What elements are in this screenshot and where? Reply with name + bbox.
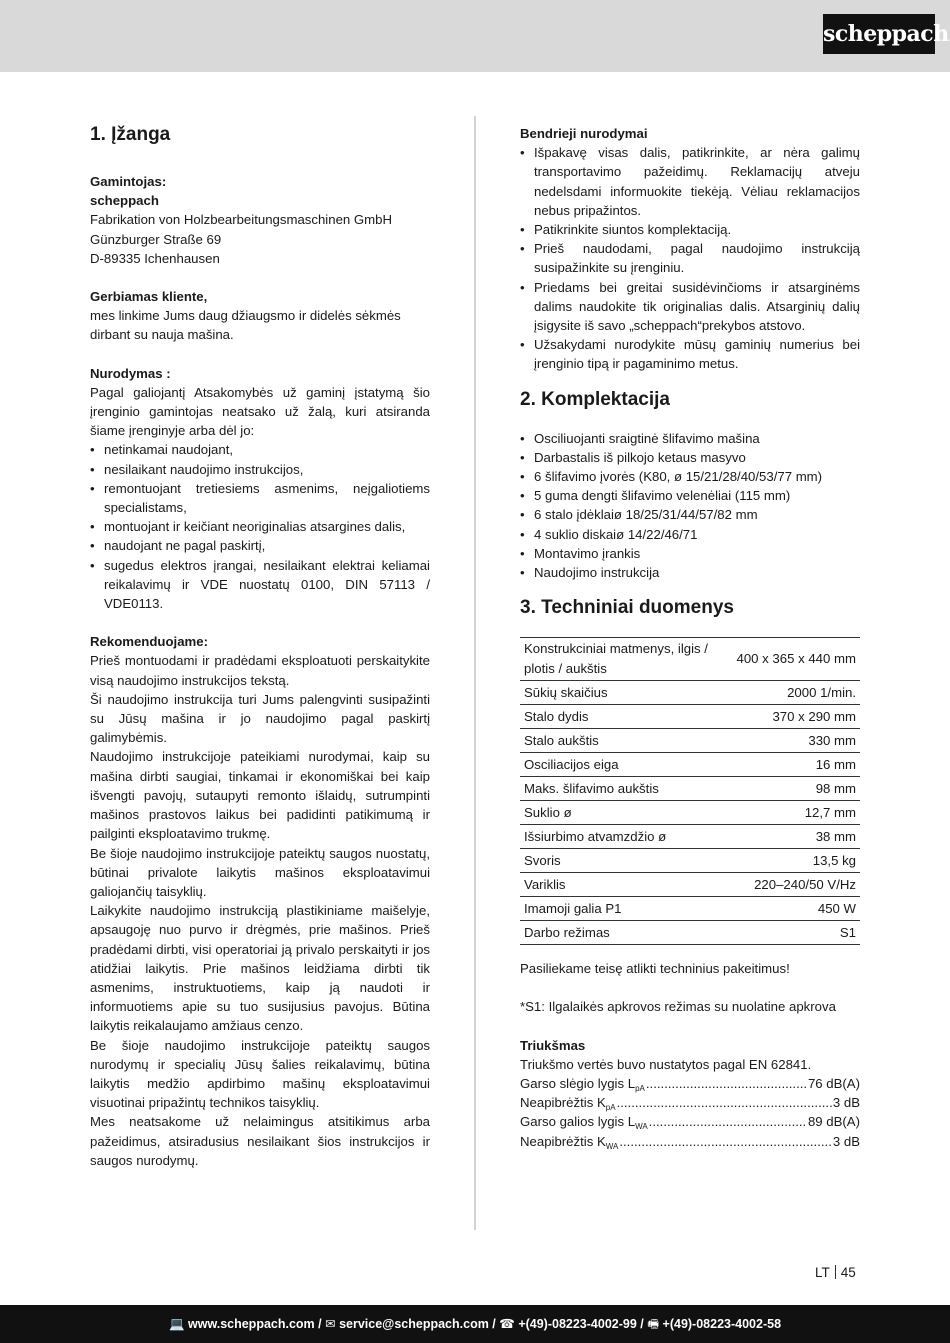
list-item: • 6 stalo įdėklaiø 18/25/31/44/57/82 mm — [520, 505, 860, 524]
spec-label: Išsiurbimo atvamzdžio ø — [520, 825, 733, 849]
notice-list — [90, 440, 430, 613]
noise-row — [520, 1074, 860, 1093]
spec-value: 12,7 mm — [733, 801, 861, 825]
spec-table — [520, 637, 860, 945]
footer-fax: +(49)-08223-4002-58 — [662, 1317, 782, 1331]
greeting-text: mes linkime Jums daug džiaugsmo ir didelės sėkmės dirbant su nauja mašina. — [90, 308, 401, 343]
spec-label: Stalo dydis — [520, 705, 733, 729]
list-item: • netinkamai naudojant, — [90, 440, 430, 459]
spec-value: 330 mm — [733, 729, 861, 753]
fax-icon: 🖷 — [647, 1317, 660, 1331]
noise-values — [520, 1074, 860, 1151]
table-row — [520, 921, 860, 945]
noise-label: Neapibrėžtis $K_{WA}$ — [520, 1133, 619, 1151]
noise-intro: Triukšmo vertės buvo nustatytos pagal EN 62841. — [520, 1056, 812, 1072]
dot-leader — [619, 1132, 832, 1151]
recommend-paragraph: Naudojimo instrukcijoje pateikiami nurodymai, kaip su mašina dirbti saugiai, tinkamai ir ekonomiškai bei kaip išvengti pavojų, sutaupyti remonto išlaidų, sutrumpinti mašinos prastovos laikus bei padidinti patikimumą ir pailginti eksploatavimo trukmę. — [90, 749, 430, 842]
footer-phone: +(49)-08223-4002-99 — [518, 1317, 637, 1331]
noise-value: 76 dB(A) — [807, 1076, 860, 1092]
footer-web-link[interactable]: www.scheppach.com — [188, 1317, 315, 1331]
table-row — [520, 801, 860, 825]
address-line: D-89335 Ichenhausen — [90, 250, 220, 266]
footer-bar: 💻 www.scheppach.com / ✉ service@scheppach.com / ☎ +(49)-08223-4002-99 / 🖷 +(49)-08223-4002-58 — [0, 1305, 950, 1343]
page-number — [815, 1264, 856, 1282]
spec-label: Darbo režimas — [520, 921, 733, 945]
section-title-kit: 2. Komplektacija — [520, 388, 670, 410]
noise-value: 3 dB — [832, 1133, 860, 1149]
spec-label: Suklio ø — [520, 801, 733, 825]
list-item: • Užsakydami nurodykite mūsų gaminių numerius bei įrenginio tipą ir pagaminimo metus. — [520, 335, 860, 373]
right-column — [520, 124, 860, 1151]
spec-value: 16 mm — [733, 753, 861, 777]
list-item: • sugedus elektros įrangai, nesilaikant elektrai keliamai reikalavimų ir VDE nuostatų 0100, DIN 57113 / VDE0113. — [90, 556, 430, 614]
spec-label: Sūkių skaičius — [520, 681, 733, 705]
recommend-paragraph: Ši naudojimo instrukcija turi Jums palengvinti susipažinti su Jūsų mašina ir jo naudojimo pagal paskirtį galimybėmis. — [90, 691, 430, 746]
list-item: • Darbastalis iš pilkojo ketaus masyvo — [520, 448, 860, 467]
noise-label: Neapibrėžtis $K_{pA}$ — [520, 1095, 616, 1113]
spec-label: Variklis — [520, 873, 733, 897]
recommend-paragraph: Laikykite naudojimo instrukciją plastikiniame maišelyje, apsaugoję nuo purvo ir drėgmės, prie mašinos. Prieš pradėdami dirbti, visi operatoriai ją privalo perskaityti ir jos atidžiai laikytis. Prie mašinos leidžiama dirbti tik asmenims, instruktuotiems, kaip ją naudoti ir informuotiems apie su tuo susijusius pavojus. Būtina laikytis reikalaujamo amžiaus cenzo. — [90, 903, 430, 1034]
list-item: • Montavimo įrankis — [520, 544, 860, 563]
list-item: • remontuojant tretiesiems asmenims, neįgaliotiems specialistams, — [90, 479, 430, 517]
list-item: • Priedams bei greitai susidėvinčioms ir atsarginėms dalims naudokite tik originalias dalis. Atsarginių dalių įsigysite iš savo „scheppach“prekybos atstovo. — [520, 278, 860, 336]
greeting-title: Gerbiamas kliente, — [90, 289, 208, 305]
table-row — [520, 705, 860, 729]
scheppach-logo: scheppach — [823, 14, 935, 54]
spec-value: 2000 1/min. — [733, 681, 861, 705]
spec-label: Stalo aukštis — [520, 729, 733, 753]
notice-text: Pagal galiojantį Atsakomybės už gaminį įstatymą šio įrenginio gamintojas neatsako už žalą, kuri atsiranda šiame įrenginyje arba dėl jo: — [90, 384, 430, 439]
spec-label: Imamoji galia P1 — [520, 897, 733, 921]
s1-note: *S1: Ilgalaikės apkrovos režimas su nuolatine apkrova — [520, 999, 836, 1015]
spec-value: 13,5 kg — [733, 849, 861, 873]
change-note: Pasiliekame teisę atlikti techninius pakeitimus! — [520, 961, 790, 977]
spec-value: 220–240/50 V/Hz — [733, 873, 861, 897]
table-row — [520, 873, 860, 897]
laptop-icon: 💻 — [168, 1317, 185, 1331]
address-line: Fabrikation von Holzbearbeitungsmaschinen GmbH — [90, 212, 392, 228]
table-row — [520, 753, 860, 777]
general-title: Bendrieji nurodymai — [520, 126, 648, 141]
spec-label: Konstrukciniai matmenys, ilgis / plotis / aukštis — [520, 638, 733, 681]
noise-value: 3 dB — [832, 1095, 860, 1111]
list-item: • montuojant ir keičiant neoriginalias atsargines dalis, — [90, 517, 430, 536]
list-item: • nesilaikant naudojimo instrukcijos, — [90, 460, 430, 479]
noise-label: Garso slėgio lygis $L_{pA}$ — [520, 1076, 645, 1094]
table-row — [520, 681, 860, 705]
list-item: • 6 šlifavimo įvorės (K80, ø 15/21/28/40/53/77 mm) — [520, 467, 860, 486]
general-list — [520, 143, 860, 373]
notice-title: Nurodymas : — [90, 365, 171, 381]
spec-value: S1 — [733, 921, 861, 945]
list-item: • Išpakavę visas dalis, patikrinkite, ar nėra galimų transportavimo pažeidimų. Reklamacijų atveju nedelsdami informuokite tiekėją. Vėliau reklamacijos nebus pripažintos. — [520, 143, 860, 220]
manufacturer-label: Gamintojas: — [90, 174, 167, 189]
recommend-title: Rekomenduojame: — [90, 634, 208, 650]
dot-leader — [646, 1074, 807, 1093]
footer-email-link[interactable]: service@scheppach.com — [339, 1317, 489, 1331]
recommend-paragraph: Be šioje naudojimo instrukcijoje pateiktų saugos nurodymų ir specialių Jūsų šalies reikalavimų, būtina laikytis medžio apdirbimo mašinų eksploatavimui visuotinai pripažintų technikos taisyklių. — [90, 1037, 430, 1111]
recommend-paragraph: Be šioje naudojimo instrukcijoje pateiktų saugos nuostatų, būtinai privalote laikytis mašinos eksploatavimui galiojančių taisyklių. — [90, 845, 430, 899]
noise-value: 89 dB(A) — [807, 1114, 860, 1130]
noise-row — [520, 1093, 860, 1112]
spec-value: 370 x 290 mm — [733, 705, 861, 729]
address-line: Günzburger Straße 69 — [90, 231, 222, 247]
left-column — [90, 124, 430, 1170]
column-divider — [474, 116, 476, 1230]
kit-list — [520, 429, 860, 583]
manufacturer-name: scheppach — [90, 193, 159, 209]
noise-label: Garso galios lygis $L_{WA}$ — [520, 1114, 648, 1132]
dot-leader — [649, 1112, 807, 1131]
recommend-paragraph: Prieš montuodami ir pradėdami eksploatuoti perskaitykite visą naudojimo instrukcijos tekstą. — [90, 653, 430, 688]
spec-value: 450 W — [733, 897, 861, 921]
page-number-value: 45 — [840, 1265, 856, 1280]
table-row — [520, 825, 860, 849]
noise-title: Triukšmas — [520, 1037, 586, 1053]
section-title-introduction: 1. Įžanga — [90, 124, 171, 145]
dot-leader — [617, 1093, 832, 1112]
recommend-paragraph: Mes neatsakome už nelaimingus atsitikimus arba pažeidimus, atsiradusius nesilaikant šios instrukcijos ir saugos nurodymų. — [90, 1114, 430, 1168]
spec-label: Maks. šlifavimo aukštis — [520, 777, 733, 801]
list-item: • Patikrinkite siuntos komplektaciją. — [520, 220, 860, 239]
table-row — [520, 729, 860, 753]
table-row — [520, 897, 860, 921]
list-item: • 4 suklio diskaiø 14/22/46/71 — [520, 525, 860, 544]
list-item: • Prieš naudodami, pagal naudojimo instrukciją susipažinkite su įrenginiu. — [520, 239, 860, 277]
noise-row — [520, 1132, 860, 1151]
table-row — [520, 638, 860, 681]
header-bar — [0, 0, 950, 72]
list-item: • Osciliuojanti sraigtinė šlifavimo mašina — [520, 429, 860, 448]
table-row — [520, 849, 860, 873]
spec-value: 400 x 365 x 440 mm — [733, 638, 861, 681]
list-item: • 5 guma dengti šlifavimo velenėliai (115 mm) — [520, 486, 860, 505]
spec-label: Osciliacijos eiga — [520, 753, 733, 777]
section-title-specs: 3. Techniniai duomenys — [520, 597, 734, 619]
spec-label: Svoris — [520, 849, 733, 873]
list-item: • Naudojimo instrukcija — [520, 563, 860, 582]
email-icon: ✉ — [325, 1317, 336, 1331]
list-item: • naudojant ne pagal paskirtį, — [90, 536, 430, 555]
spec-value: 38 mm — [733, 825, 861, 849]
phone-icon: ☎ — [499, 1317, 515, 1331]
page-language: LT — [815, 1265, 830, 1280]
spec-value: 98 mm — [733, 777, 861, 801]
table-row — [520, 777, 860, 801]
noise-row — [520, 1112, 860, 1131]
